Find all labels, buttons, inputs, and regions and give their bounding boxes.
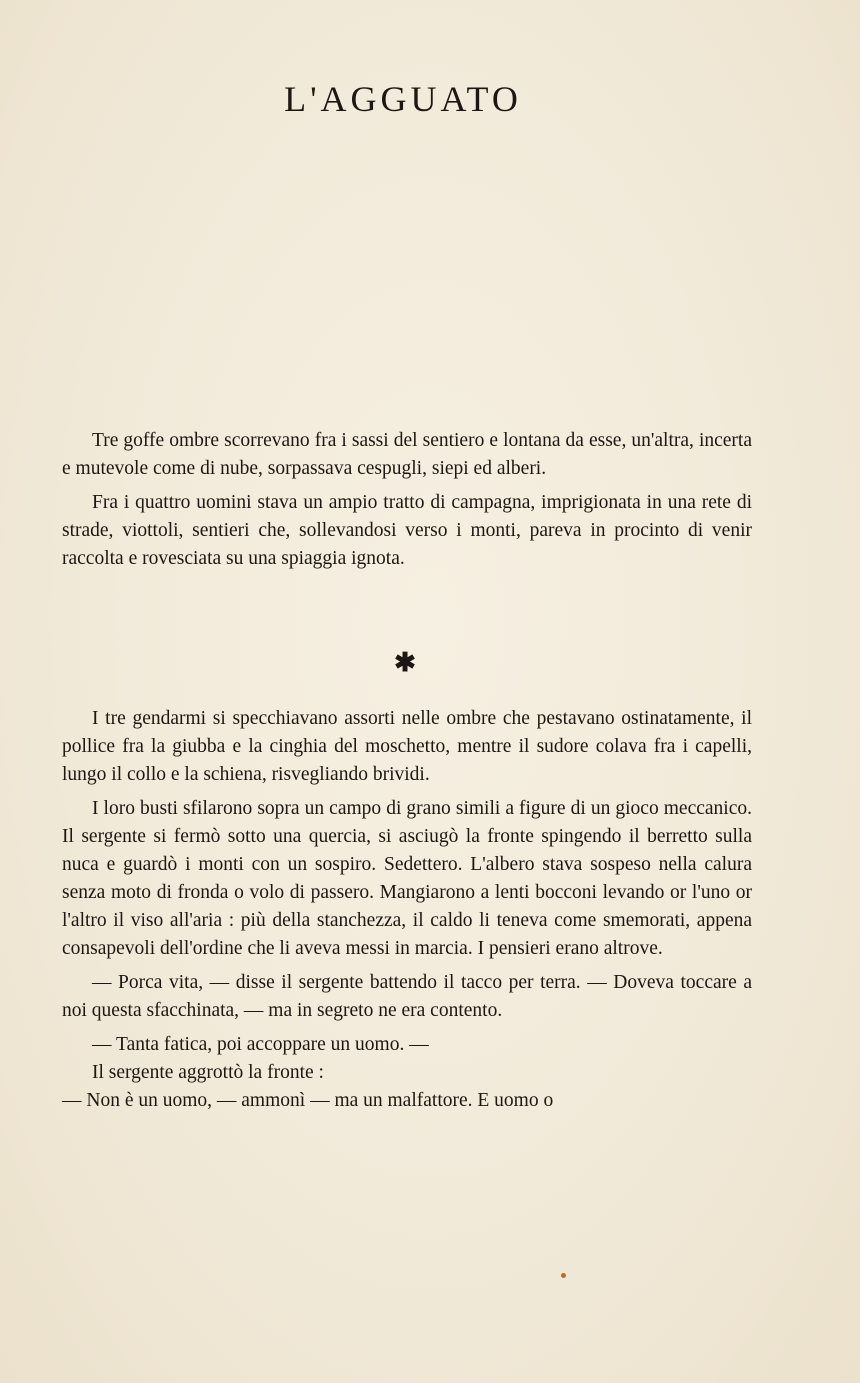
paper-speck <box>561 1273 566 1278</box>
opening-section <box>62 427 752 573</box>
paragraph: Fra i quattro uomini stava un ampio tratto di campagna, imprigionata in una rete di strade, viottoli, sentieri che, sollevandosi verso i monti, pareva in procinto di venir raccolta e rovesciata su una spiaggia ignota. <box>62 492 752 569</box>
paragraph: Il sergente aggrottò la fronte : <box>92 1062 324 1083</box>
paragraph: I loro busti sfilarono sopra un campo di grano simili a figure di un gioco meccanico. Il sergente si fermò sotto una quercia, si asciugò la fronte spingendo il berretto sulla nuca e guardò i monti con un sospiro. Sedettero. L'albero stava sospeso nella calura senza moto di fronda o volo di passero. Mangiarono a lenti bocconi levando or l'uno or l'altro il viso all'aria : più della stanchezza, il caldo li teneva come smemorati, appena consapevoli dell'ordine che li aveva messi in marcia. I pensieri erano altrove. <box>62 798 752 959</box>
paragraph: I tre gendarmi si specchiavano assorti nelle ombre che pestavano ostinatamente, il pollice fra la giubba e la cinghia del moschetto, mentre il sudore colava fra i capelli, lungo il collo e la schiena, risvegliando brividi. <box>62 708 752 785</box>
paragraph: — Non è un uomo, — ammonì — ma un malfattore. E uomo o <box>62 1090 554 1111</box>
paragraph: Tre goffe ombre scorrevano fra i sassi del sentiero e lontana da esse, un'altra, incerta e mutevole come di nube, sorpassava cespugli, siepi ed alberi. <box>62 430 752 479</box>
paragraph: — Porca vita, — disse il sergente battendo il tacco per terra. — Doveva toccare a noi questa sfacchinata, — ma in segreto ne era contento. <box>62 972 752 1021</box>
paragraph: — Tanta fatica, poi accoppare un uomo. — <box>92 1034 429 1055</box>
main-section <box>62 705 752 1115</box>
chapter-title: L'AGGUATO <box>284 79 522 119</box>
section-separator-asterisk: ✱ <box>394 648 416 677</box>
